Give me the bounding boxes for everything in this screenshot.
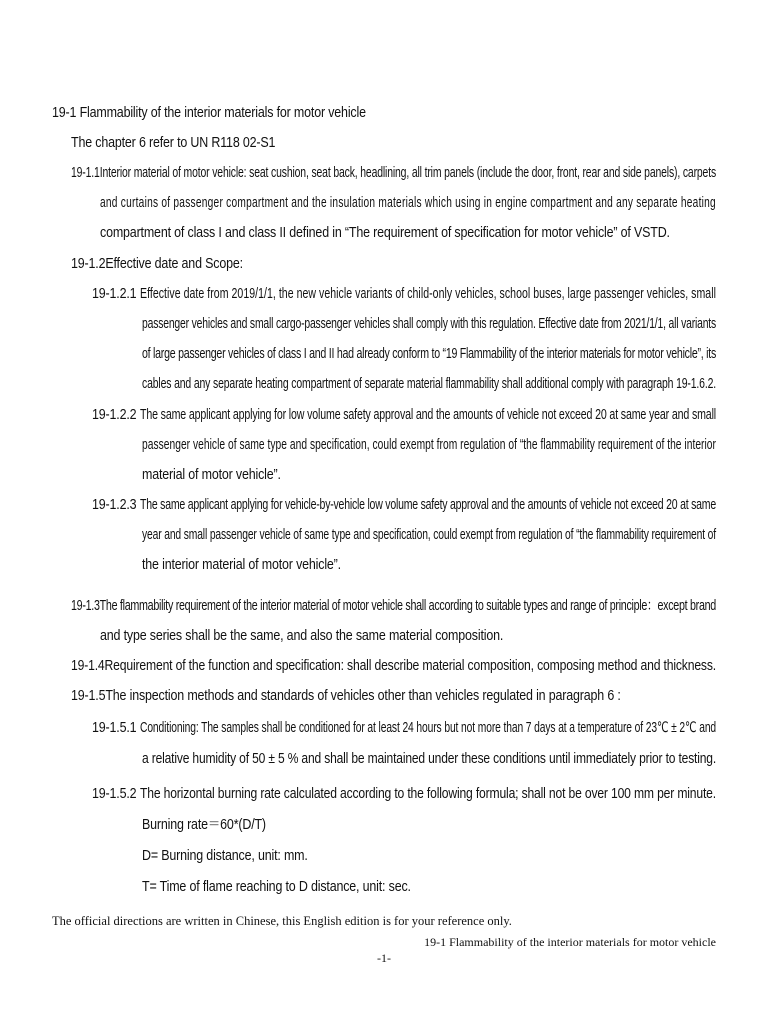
clause-19-1-2-1-number: 19-1.2.1 (92, 286, 137, 302)
clause-text: Interior material of motor vehicle: seat cushion, seat back, headlining, all trim panels (include the door, front, rear and side panels), carpets (99, 165, 717, 181)
burning-rate-formula: Burning rate＝60*(D/T) (142, 817, 266, 833)
section-heading: 19-1 Flammability of the interior materials for motor vehicle (52, 105, 366, 121)
clause-19-1-2-1-line-2: passenger vehicles and small cargo-passenger vehicles shall comply with this regulation. Effective date from 2021/1/1, all variants (142, 316, 717, 332)
footer-running-title: 19-1 Flammability of the interior materials for motor vehicle (424, 935, 716, 949)
clause-19-1-5-1-line-2: a relative humidity of 50 ± 5 % and shall be maintained under these conditions until immediately prior to testing. (142, 751, 717, 767)
clause-19-1-2-2-line-3: material of motor vehicle”. (142, 467, 281, 483)
chapter-reference: The chapter 6 refer to UN R118 02-S1 (71, 135, 276, 151)
clause-19-1-2-1-line-3: of large passenger vehicles of class I and II had already conform to “19 Flammability of the interior materials for motor vehicle”, its (142, 346, 717, 362)
clause-number: 19-1.2 (71, 256, 106, 272)
clause-text: The flammability requirement of the interior material of motor vehicle shall according to suitable types and range of principle：except brand (99, 598, 716, 614)
clause-19-1-5-2-number: 19-1.5.2 (92, 786, 137, 802)
clause-19-1-5-1-number: 19-1.5.1 (92, 720, 137, 736)
clause-19-1-2-3-line-3: the interior material of motor vehicle”. (142, 557, 341, 573)
clause-19-1-2-1-line-4: cables and any separate heating compartment of separate material flammability shall additional comply with paragraph 19-1.6.2. (142, 376, 717, 392)
clause-19-1-2-3-number: 19-1.2.3 (92, 497, 137, 513)
clause-19-1-1-line-3: compartment of class I and class II defined in “The requirement of specification for motor vehicle” of VSTD. (100, 225, 670, 241)
clause-19-1-5-2-line-1: The horizontal burning rate calculated according to the following formula; shall not be over 100 mm per minute. (140, 786, 716, 802)
clause-19-1-2-3-line-2: year and small passenger vehicle of same type and specification, could exempt from regulation of “the flammability requirement of (142, 527, 717, 543)
clause-text: The inspection methods and standards of vehicles other than vehicles regulated in paragraph 6 : (105, 688, 621, 704)
clause-19-1-2-2-number: 19-1.2.2 (92, 407, 137, 423)
clause-text: Requirement of the function and specification: shall describe material composition, composing method and thickness. (104, 658, 716, 674)
distance-definition: D= Burning distance, unit: mm. (142, 848, 308, 864)
clause-19-1-5-line-1 (71, 687, 621, 705)
clause-19-1-2-3-line-1: The same applicant applying for vehicle-by-vehicle low volume safety approval and the amounts of vehicle not exceed 20 at same (140, 497, 716, 513)
clause-number: 19-1.5 (71, 688, 106, 704)
clause-19-1-3-line-1 (71, 597, 716, 615)
clause-19-1-2-title (71, 255, 243, 273)
clause-19-1-2-1-line-1: Effective date from 2019/1/1, the new vehicle variants of child-only vehicles, school buses, large passenger vehicles, small (140, 286, 716, 302)
clause-19-1-1-line-2: and curtains of passenger compartment and the insulation materials which using in engine compartment and any separate heating (100, 195, 716, 211)
clause-19-1-2-2-line-2: passenger vehicle of same type and specification, could exempt from regulation of “the flammability requirement of the interior (142, 437, 716, 453)
clause-19-1-3-line-2: and type series shall be the same, and also the same material composition. (100, 628, 504, 644)
clause-number: 19-1.1 (71, 165, 100, 181)
page-number: -1- (377, 951, 391, 965)
clause-19-1-5-1-line-1: Conditioning: The samples shall be conditioned for at least 24 hours but not more than 7 days at a temperature of 23℃ ± 2℃ and (140, 720, 717, 736)
clause-19-1-4-line-1 (71, 657, 716, 675)
time-definition: T= Time of flame reaching to D distance, unit: sec. (142, 879, 411, 895)
clause-title: Effective date and Scope: (105, 256, 243, 272)
footer-disclaimer: The official directions are written in Chinese, this English edition is for your reference only. (52, 914, 512, 928)
clause-number: 19-1.4 (71, 658, 105, 674)
clause-19-1-1-line-1 (71, 164, 716, 182)
clause-19-1-2-2-line-1: The same applicant applying for low volume safety approval and the amounts of vehicle not exceed 20 at same year and small (140, 407, 716, 423)
clause-number: 19-1.3 (71, 598, 100, 614)
